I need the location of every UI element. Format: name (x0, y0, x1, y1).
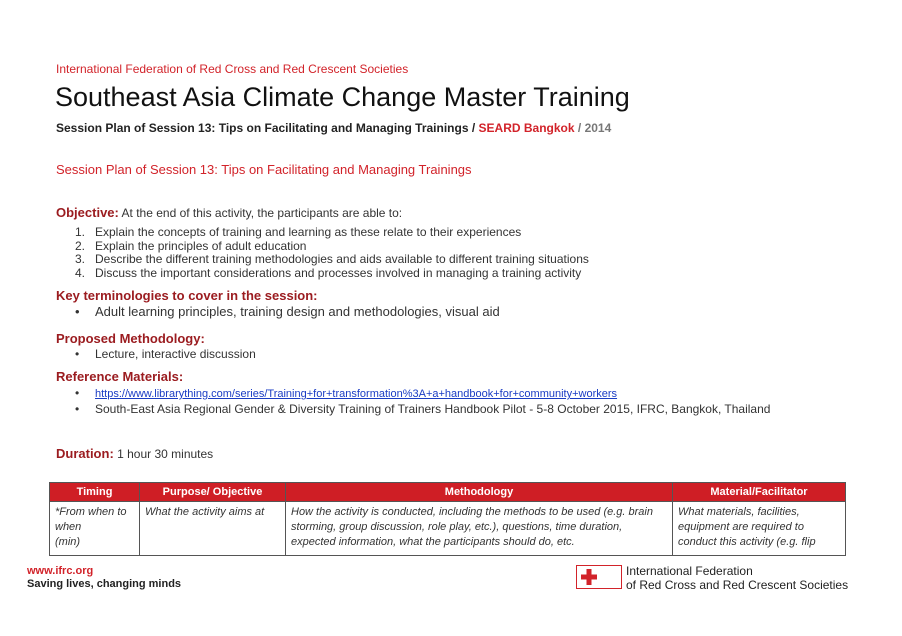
list-item (56, 226, 589, 240)
objective-list (56, 226, 589, 280)
bullet-text: Lecture, interactive discussion (95, 347, 256, 361)
table-cell-methodology: How the activity is conducted, including the methods to be used (e.g. brain storming, group discussion, role play, etc.), questions, time duration, expected information, what the participants should do, etc. (286, 502, 673, 556)
objective-line (56, 205, 402, 220)
list-number: 4. (75, 265, 86, 280)
objective-label: Objective: (56, 205, 119, 220)
column-header-purpose: Purpose/ Objective (140, 483, 286, 502)
list-item (56, 267, 589, 281)
subtitle-main: Session Plan of Session 13: Tips on Facilitating and Managing Trainings / (56, 121, 476, 135)
table-header-row (50, 483, 846, 502)
ifrc-logo (576, 565, 622, 589)
red-crescent-icon (601, 569, 617, 585)
column-header-timing: Timing (50, 483, 140, 502)
references-heading: Reference Materials: (56, 369, 184, 384)
table-cell-purpose: What the activity aims at (140, 502, 286, 556)
duration-label: Duration: (56, 446, 114, 461)
bullet-text: Adult learning principles, training design and methodologies, visual aid (95, 304, 500, 319)
methodology-heading: Proposed Methodology: (56, 331, 205, 346)
list-text: Describe the different training methodologies and aids available to different training situations (95, 252, 589, 267)
subtitle (56, 121, 611, 135)
column-header-material: Material/Facilitator (673, 483, 846, 502)
session-plan-title: Session Plan of Session 13: Tips on Facilitating and Managing Trainings (56, 162, 472, 177)
session-plan-table (49, 482, 846, 556)
table-cell-timing: *From when to when (min) (50, 502, 140, 556)
red-cross-icon (581, 569, 597, 585)
duration-line (56, 446, 213, 461)
list-number: 2. (75, 238, 86, 253)
list-number: 3. (75, 252, 86, 267)
list-text: Discuss the important considerations and processes involved in managing a training activity (95, 265, 582, 280)
list-text: Explain the principles of adult education (95, 238, 307, 253)
org-line: International Federation of Red Cross and Red Crescent Societies (56, 62, 409, 76)
column-header-methodology: Methodology (286, 483, 673, 502)
footer-slogan: Saving lives, changing minds (27, 578, 182, 590)
footer-org-line2: of Red Cross and Red Crescent Societies (626, 578, 849, 592)
subtitle-location: SEARD Bangkok (478, 121, 575, 135)
key-terms-item (77, 304, 500, 319)
methodology-item (77, 347, 256, 361)
reference-item (77, 402, 770, 416)
bullet-text: South-East Asia Regional Gender & Diversity Training of Trainers Handbook Pilot - 5-8 October 2015, IFRC, Bangkok, Thailand (95, 402, 771, 416)
list-number: 1. (75, 225, 86, 239)
footer-org-line1: International Federation (626, 564, 753, 578)
key-terms-heading: Key terminologies to cover in the session: (56, 288, 318, 303)
page-title: Southeast Asia Climate Change Master Training (55, 82, 630, 112)
list-item (56, 253, 589, 267)
duration-value: 1 hour 30 minutes (117, 447, 214, 461)
footer-website: www.ifrc.org (27, 565, 94, 577)
subtitle-year: / 2014 (577, 121, 612, 135)
objective-intro: At the end of this activity, the participants are able to: (121, 206, 403, 220)
table-row (50, 502, 846, 556)
reference-link[interactable]: https://www.librarything.com/series/Training+for+transformation%3A+a+handbook+for+community+workers (95, 388, 618, 400)
table-cell-material: What materials, facilities, equipment are required to conduct this activity (e.g. flip (673, 502, 846, 556)
list-item (56, 240, 589, 254)
reference-link-item (77, 386, 617, 400)
list-text: Explain the concepts of training and learning as these relate to their experiences (95, 225, 522, 239)
